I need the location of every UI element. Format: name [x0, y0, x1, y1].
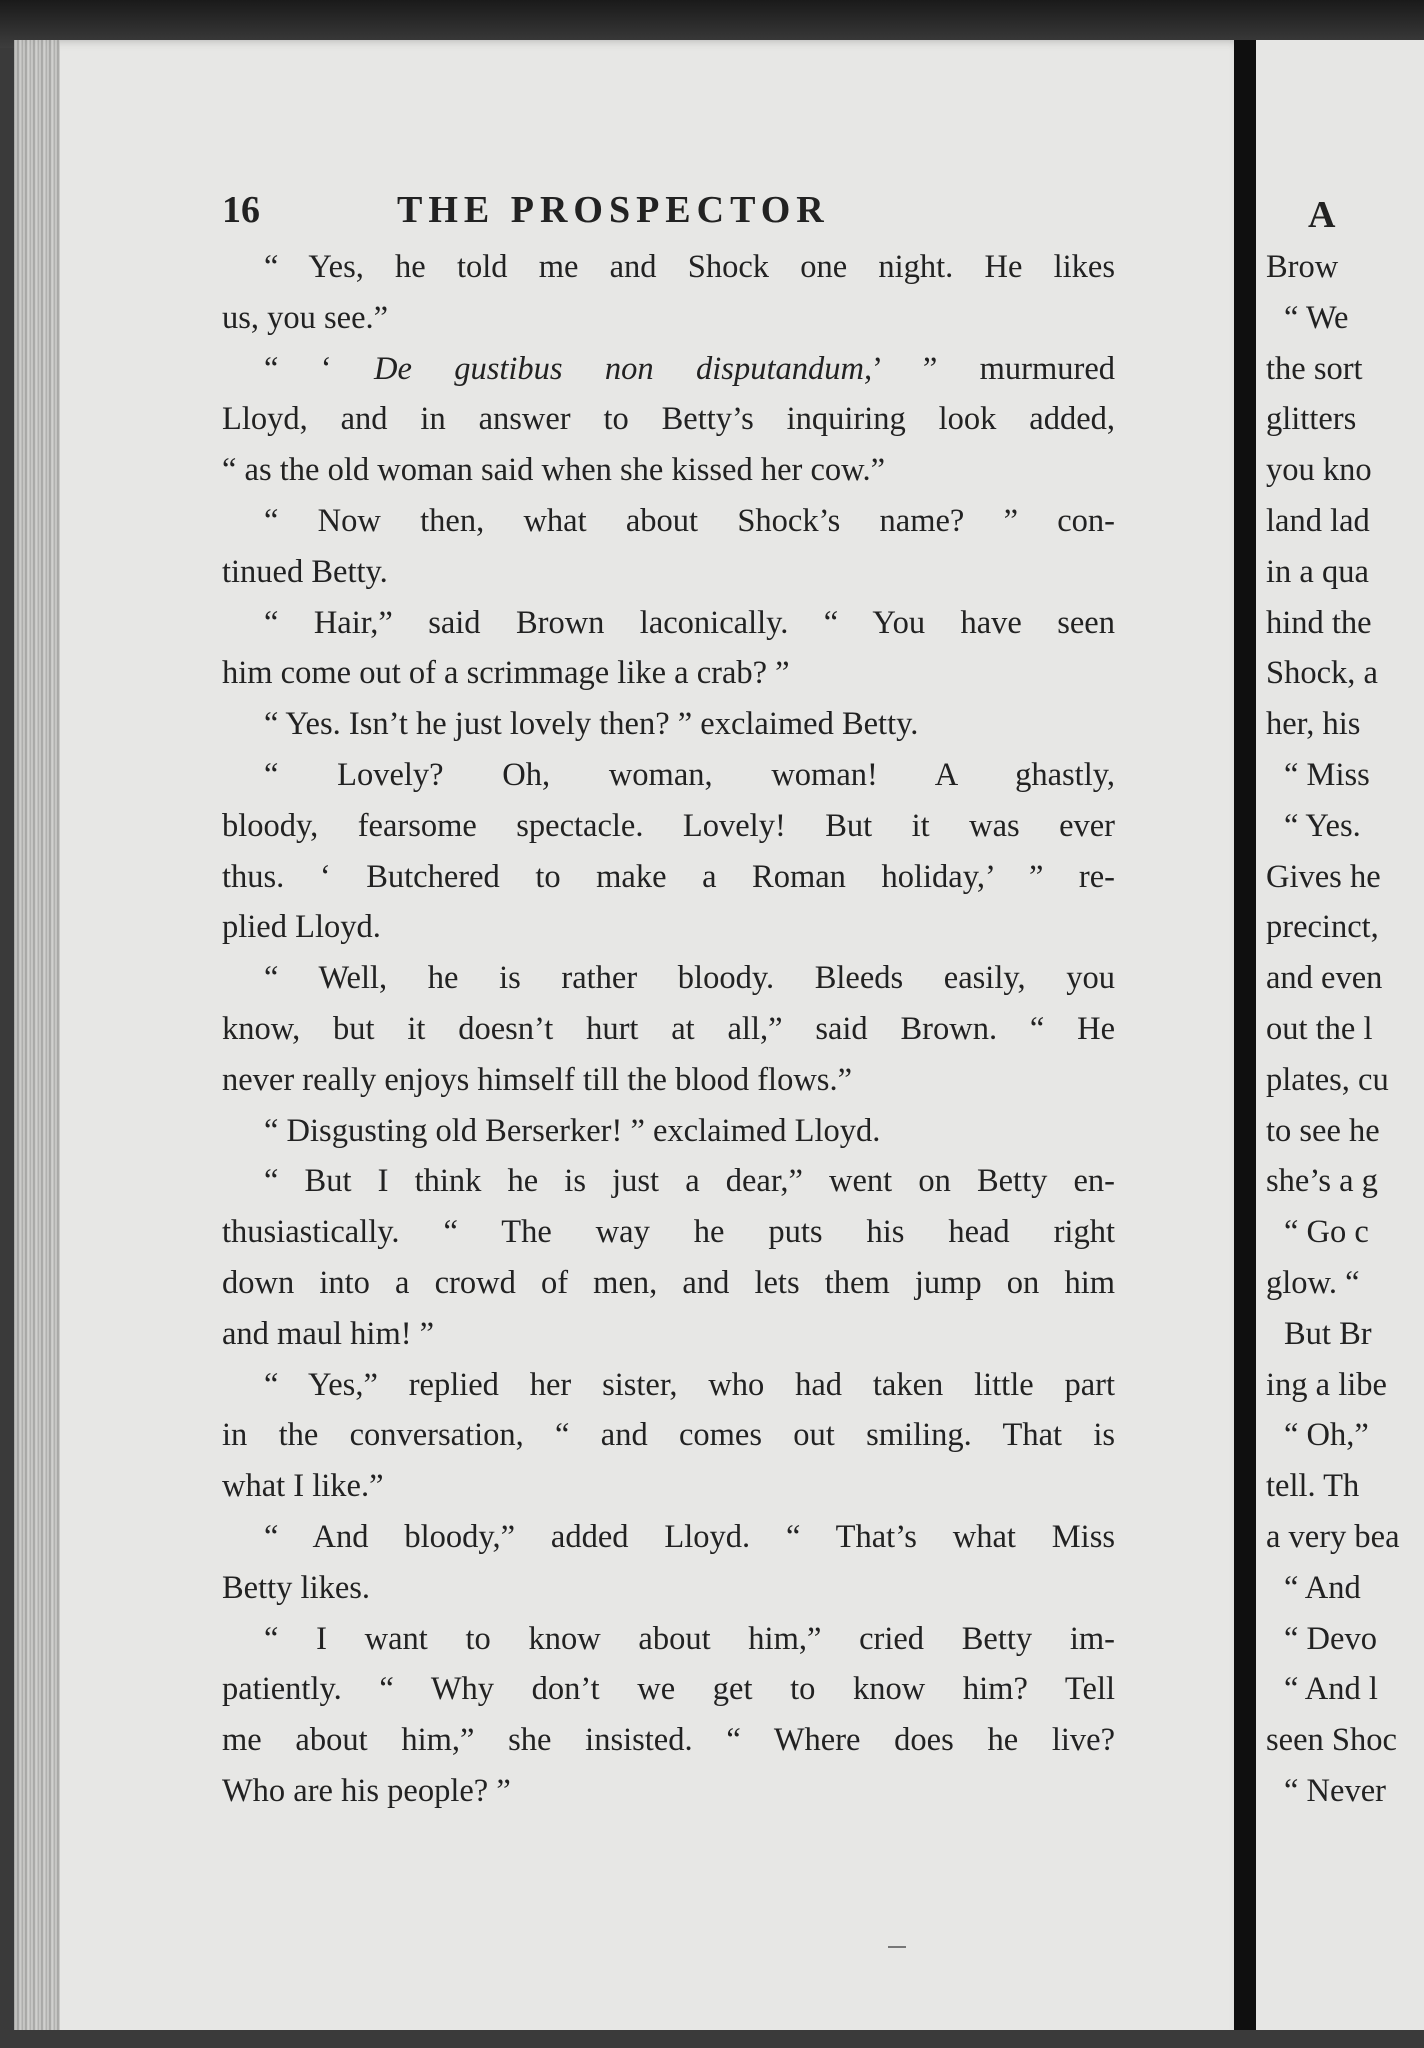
paragraph — [222, 1106, 1115, 1157]
text-line: thus. ‘ Butchered to make a Roman holiday,’ ” re- — [222, 858, 1115, 895]
text-line: in the conversation, “ and comes out smiling. That is — [222, 1417, 1115, 1454]
text-line: “ Oh,” — [1284, 1417, 1369, 1454]
text-line: me about him,” she insisted. “ Where does he live? — [222, 1722, 1115, 1759]
text-line: out the l — [1266, 1010, 1373, 1047]
page-edges — [14, 40, 60, 2048]
text-line: But Br — [1284, 1315, 1372, 1352]
text-line: what I like.” — [222, 1468, 384, 1505]
text-line: “ And — [1284, 1569, 1361, 1606]
text-line: “ Lovely? Oh, woman, woman! A ghastly, — [264, 756, 1115, 793]
text-line: seen Shoc — [1266, 1722, 1397, 1759]
text-line: Gives he — [1266, 858, 1381, 895]
paragraph — [222, 242, 1115, 344]
text-line: thusiastically. “ The way he puts his head right — [222, 1214, 1115, 1251]
text-line: “ Yes, he told me and Shock one night. He likes — [264, 249, 1115, 285]
text-line: us, you see.” — [222, 299, 389, 336]
text-line: patiently. “ Why don’t we get to know him? Tell — [222, 1671, 1115, 1708]
right-running-head: A — [1308, 194, 1341, 236]
text-line: down into a crowd of men, and lets them jump on him — [222, 1264, 1115, 1301]
text-line: “ Go c — [1284, 1214, 1369, 1251]
body-text — [222, 242, 1115, 1817]
text-line: Brow — [1266, 249, 1339, 285]
text-line: Betty likes. — [222, 1569, 371, 1606]
paragraph — [222, 1512, 1115, 1614]
text-line: a very bea — [1266, 1518, 1400, 1555]
text-line: Who are his people? ” — [222, 1772, 511, 1809]
text-line: glow. “ — [1266, 1264, 1360, 1301]
text-line: “ Never — [1284, 1772, 1386, 1809]
text-line: him come out of a scrimmage like a crab? ” — [222, 655, 790, 692]
text-line: hind the — [1266, 604, 1372, 641]
book-gutter — [1234, 40, 1256, 2048]
running-head-title: THE PROSPECTOR — [397, 189, 830, 231]
text-line: her, his — [1266, 706, 1361, 743]
text-line: tell. Th — [1266, 1468, 1360, 1505]
text-line: ing a libe — [1266, 1366, 1387, 1403]
paragraph — [222, 344, 1115, 496]
text-line: “ Disgusting old Berserker! ” exclaimed Lloyd. — [264, 1112, 881, 1149]
text-line: plied Lloyd. — [222, 909, 381, 946]
paragraph — [222, 496, 1115, 598]
text-line: “ as the old woman said when she kissed her cow.” — [222, 452, 886, 489]
text-line: she’s a g — [1266, 1163, 1378, 1200]
right-body-text — [1266, 242, 1424, 1817]
text-line: “ Yes. Isn’t he just lovely then? ” exclaimed Betty. — [264, 706, 919, 743]
text-line: “ Now then, what about Shock’s name? ” con- — [264, 502, 1115, 539]
text-line: “ But I think he is just a dear,” went on Betty en- — [264, 1163, 1115, 1200]
text-line: tinued Betty. — [222, 553, 388, 590]
text-line: to see he — [1266, 1112, 1380, 1149]
text-line: Lloyd, and in answer to Betty’s inquiring look added, — [222, 401, 1115, 438]
text-line: and maul him! ” — [222, 1315, 435, 1352]
text-line: bloody, fearsome spectacle. Lovely! But it was ever — [222, 807, 1115, 844]
text-line: know, but it doesn’t hurt at all,” said Brown. “ He — [222, 1010, 1115, 1047]
text-line: the sort — [1266, 350, 1363, 387]
text-line: “ And bloody,” added Lloyd. “ That’s what Miss — [264, 1518, 1115, 1555]
scan-bottom-border — [0, 2030, 1424, 2048]
left-page-text — [222, 188, 1115, 1817]
paragraph — [222, 750, 1115, 953]
right-page — [1256, 40, 1424, 2048]
latin-phrase: De gustibus non disputandum, — [373, 350, 873, 387]
page-number: 16 — [222, 189, 260, 231]
text-line: “ Well, he is rather bloody. Bleeds easily, you — [264, 960, 1115, 997]
paragraph — [222, 1360, 1115, 1512]
text-line: “ Devo — [1284, 1620, 1377, 1657]
text-line: precinct, — [1266, 909, 1379, 946]
text-line: “ Miss — [1284, 756, 1370, 793]
running-head — [222, 188, 1115, 242]
paragraph — [222, 1156, 1115, 1359]
text-line: Shock, a — [1266, 655, 1378, 692]
text-line: and even — [1266, 960, 1383, 997]
text-line: land lad — [1266, 502, 1370, 539]
text-line: “ We — [1284, 299, 1349, 336]
scan-mark — [888, 1946, 906, 1948]
right-page-text — [1266, 188, 1424, 1817]
text-line: “ Yes. — [1284, 807, 1361, 844]
text-line: “ I want to know about him,” cried Betty im- — [264, 1620, 1115, 1657]
paragraph — [222, 953, 1115, 1105]
paragraph — [222, 699, 1115, 750]
text-line: in a qua — [1266, 553, 1369, 590]
text-line: “ ‘ De gustibus non disputandum,’ ” murmured — [264, 350, 1115, 387]
paragraph — [222, 598, 1115, 700]
text-line: plates, cu — [1266, 1061, 1389, 1098]
paragraph — [222, 1614, 1115, 1817]
text-line: “ Hair,” said Brown laconically. “ You have seen — [264, 604, 1115, 641]
text-line: never really enjoys himself till the blood flows.” — [222, 1061, 852, 1098]
text-line: you kno — [1266, 452, 1372, 489]
text-line: “ And l — [1284, 1671, 1378, 1708]
text-line: “ Yes,” replied her sister, who had taken little part — [264, 1366, 1115, 1403]
text-line: glitters — [1266, 401, 1357, 438]
